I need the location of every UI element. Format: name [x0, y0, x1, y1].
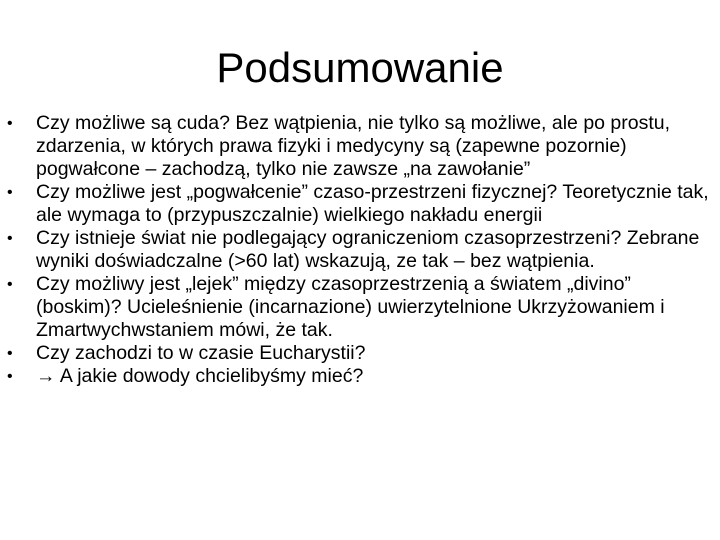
bullet-icon: • — [7, 184, 13, 201]
bullet-item — [0, 273, 720, 342]
bullet-text: Czy zachodzi to w czasie Eucharystii? — [36, 342, 366, 364]
bullet-item — [0, 227, 720, 273]
bullet-icon: • — [7, 345, 13, 362]
bullet-list — [0, 112, 720, 388]
bullet-text: Czy możliwy jest „lejek” między czasoprzestrzenią a światem „divino” (boskim)? Ucieleśnienie (incarnazione) uwierzytelnione Ukrzyżowaniem i Zmartwychwstaniem mówi, że tak. — [36, 273, 665, 341]
bullet-icon: • — [7, 115, 13, 132]
bullet-icon: • — [7, 368, 13, 385]
bullet-text: → A jakie dowody chcielibyśmy mieć? — [36, 365, 364, 387]
bullet-item — [0, 365, 720, 388]
bullet-item — [0, 181, 720, 227]
bullet-icon: • — [7, 230, 13, 247]
slide-title: Podsumowanie — [216, 44, 504, 91]
bullet-text: Czy możliwe jest „pogwałcenie” czaso-przestrzeni fizycznej? Teoretycznie tak, ale wymaga to (przypuszczalnie) wielkiego nakładu energii — [36, 181, 709, 226]
bullet-icon: • — [7, 276, 13, 293]
bullet-item — [0, 342, 720, 365]
bullet-text: Czy istnieje świat nie podlegający ograniczeniom czasoprzestrzeni? Zebrane wyniki doświadczalne (>60 lat) wskazują, ze tak – bez wątpienia. — [36, 227, 700, 272]
bullet-item — [0, 112, 720, 181]
bullet-text: Czy możliwe są cuda? Bez wątpienia, nie tylko są możliwe, ale po prostu, zdarzenia, w których prawa fizyki i medycyny są (zapewne pozornie) pogwałcone – zachodzą, tylko nie zawsze „na zawołanie” — [36, 112, 671, 180]
